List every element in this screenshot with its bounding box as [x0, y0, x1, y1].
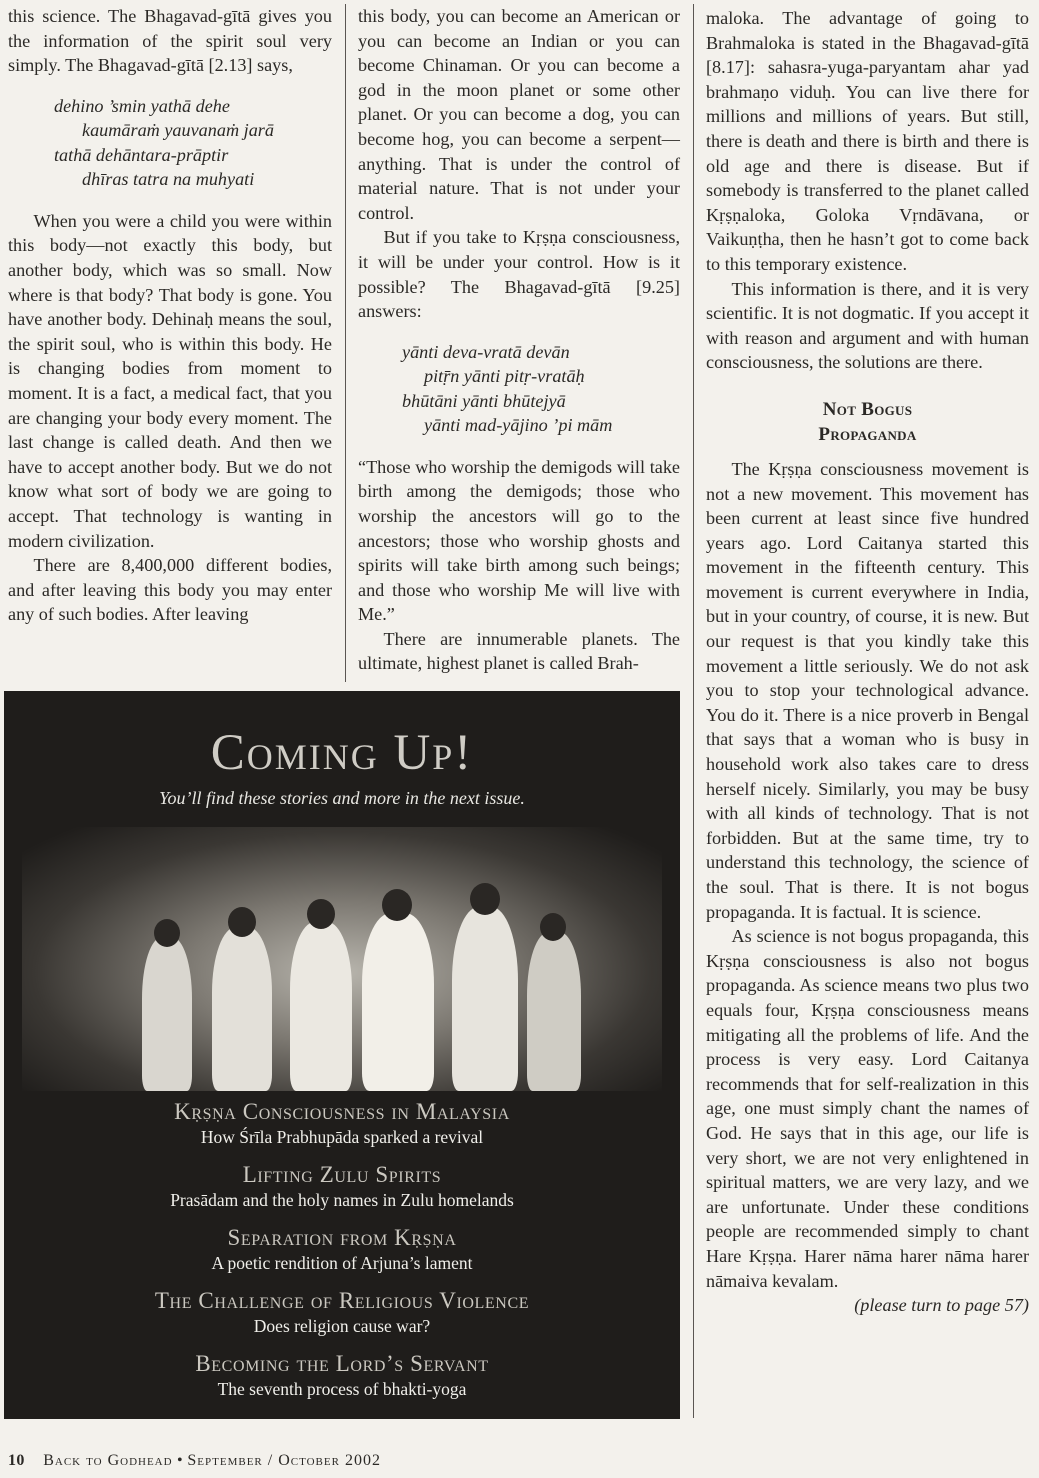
photo-figure [452, 907, 518, 1091]
photo-figure [142, 937, 192, 1091]
paragraph: This information is there, and it is very scientific. It is not dogmatic. If you accept it with reason and argument and with human consciousness, the solutions are there. [706, 278, 1029, 373]
paragraph: There are 8,400,000 different bodies, and after leaving this body you may enter any of such bodies. After leaving [8, 555, 332, 625]
story-item [4, 1160, 680, 1211]
story-item [4, 1349, 680, 1400]
photo-figure [290, 922, 352, 1091]
page-footer [8, 1452, 381, 1470]
section-heading-line: Not Bogus [822, 398, 913, 420]
procession-photo [22, 827, 662, 1091]
verse-line: kaumāraṁ yauvanaṁ jarā [82, 120, 274, 141]
verse-line: yānti deva-vratā devān [402, 341, 570, 362]
story-item [4, 1223, 680, 1274]
paragraph: There are innumerable planets. The ultimate, highest planet is called Brah- [358, 628, 680, 674]
photo-figure-head [154, 919, 180, 947]
coming-up-box [4, 691, 680, 1419]
page-number: 10 [8, 1452, 25, 1469]
story-description: The seventh process of bhakti-yoga [217, 1379, 467, 1399]
verse-line: dehino ’smin yathā dehe [54, 95, 230, 116]
paragraph: The Kṛṣṇa consciousness movement is not a new movement. This movement has been current at least since five hundred years ago. Lord Caitanya started this movement in the fifteenth century. This movement is current everywhere in India, but in your country, of course, it is new. But our request is that you kindly take this movement a little seriously. We do not ask you to stop your technological advance. You do it. There is a nice proverb in Bengal that says that a woman who is busy in household work also takes care to dress herself nicely. Similarly, you may be busy with all kinds of technology. That is not forbidden. But at the same time, try to understand this technology, the science of the soul. That is there. It is not bogus propaganda. It is factual. It is science. [706, 458, 1029, 922]
photo-figure [362, 913, 434, 1091]
photo-figure [212, 927, 272, 1091]
section-heading [706, 397, 1029, 447]
footer-separator: • [176, 1452, 183, 1469]
issue-date: September / October 2002 [187, 1452, 381, 1469]
sanskrit-verse [8, 94, 332, 192]
story-item [4, 1097, 680, 1148]
article-column-2 [358, 4, 680, 676]
story-title: The Challenge of Religious Violence [154, 1288, 530, 1313]
column-divider [345, 4, 346, 682]
verse-line: pitṝn yānti pitṛ-vratāḥ [424, 366, 585, 387]
section-heading-line: Propaganda [818, 423, 917, 445]
verse-line: bhūtāni yānti bhūtejyā [402, 390, 566, 411]
paragraph: this science. The Bhagavad-gītā gives you the information of the spirit soul very simply. The Bhagavad-gītā [2.13] says, [8, 6, 332, 76]
photo-figure-head [228, 907, 256, 937]
continued-notice: (please turn to page 57) [854, 1295, 1029, 1316]
story-title: Becoming the Lord’s Servant [195, 1351, 489, 1376]
story-description: How Śrīla Prabhupāda sparked a revival [200, 1127, 484, 1147]
promo-title: Coming Up! [210, 725, 474, 781]
paragraph: “Those who worship the demigods will take birth among the demigods; those who worship the ancestors will go to the ancestors; those who worship ghosts and spirits will take birth among such beings; and those who worship Me will live with Me.” [358, 456, 680, 625]
photo-figure-head [382, 889, 412, 921]
story-description: Prasādam and the holy names in Zulu homelands [170, 1190, 514, 1210]
verse-line: yānti mad-yājino ’pi mām [424, 415, 613, 436]
promo-subtitle: You’ll find these stories and more in the next issue. [159, 788, 525, 808]
story-description: Does religion cause war? [253, 1316, 431, 1336]
sanskrit-verse [358, 340, 680, 438]
photo-figure-head [540, 913, 566, 941]
verse-line: tathā dehāntara-prāptir [54, 144, 229, 165]
paragraph: As science is not bogus propaganda, this Kṛṣṇa consciousness is also not bogus propaganda. As science means two plus two equals four, Kṛṣṇa consciousness means mitigating all the problems of life. And the process is very easy. Lord Caitanya recommends that for self-realization in this age, one must simply chant the names of God. He says that in this age, our life is very short, we are not very enlightened in spiritual matters, we are very lazy, and we are unfortunate. Under these conditions people are recommended simply to chant Hare Kṛṣṇa. Harer nāma harer nāma harer nāmaiva kevalam. [706, 926, 1029, 1291]
story-item [4, 1286, 680, 1337]
verse-line: dhīras tatra na muhyati [82, 169, 255, 190]
story-title: Kṛṣṇa Consciousness in Malaysia [174, 1099, 510, 1124]
story-title: Separation from Kṛṣṇa [227, 1225, 457, 1250]
photo-figure [527, 932, 581, 1091]
article-column-1 [8, 4, 332, 627]
column-divider [693, 4, 694, 1418]
paragraph: this body, you can become an American or you can become an Indian or you can become Chinaman. Or you can become a god in the moon planet or some other planet. Or you can become a dog, you can become hog, you can become a serpent—anything. That is under the control of material nature. That is not under your control. [358, 6, 680, 223]
paragraph: But if you take to Kṛṣṇa consciousness, it will be under your control. How is it possible? The Bhagavad-gītā [9.25] answers: [358, 227, 680, 322]
paragraph: maloka. The advantage of going to Brahmaloka is stated in the Bhagavad-gītā [8.17]: sahasra-yuga-paryantam ahar yad brahmaṇo viduḥ. You can live there for millions and millions of years. But still, there is death and there is birth and there is old age and there is disease. But if somebody is transferred to the planet called Kṛṣṇaloka, Goloka Vṛndāvana, or Vaikuṇṭha, then he hasn’t got to come back to this temporary existence. [706, 8, 1029, 274]
article-column-3 [706, 6, 1029, 1318]
story-description: A poetic rendition of Arjuna’s lament [211, 1253, 473, 1273]
story-title: Lifting Zulu Spirits [242, 1162, 442, 1187]
photo-figure-head [307, 899, 335, 929]
photo-figure-head [470, 883, 500, 915]
paragraph: When you were a child you were within this body—not exactly this body, but another body, which was so small. Now where is that body? That body is gone. You have another body. Dehinaḥ means the soul, the spirit soul, who is within this body. He is changing bodies from moment to moment. It is a fact, a medical fact, that you are changing your body every moment. The last change is called death. And then we have to accept another body. But we do not know what sort of body we are going to accept. That technology is wanting in modern civilization. [8, 210, 332, 551]
magazine-title: Back to Godhead [43, 1452, 173, 1469]
